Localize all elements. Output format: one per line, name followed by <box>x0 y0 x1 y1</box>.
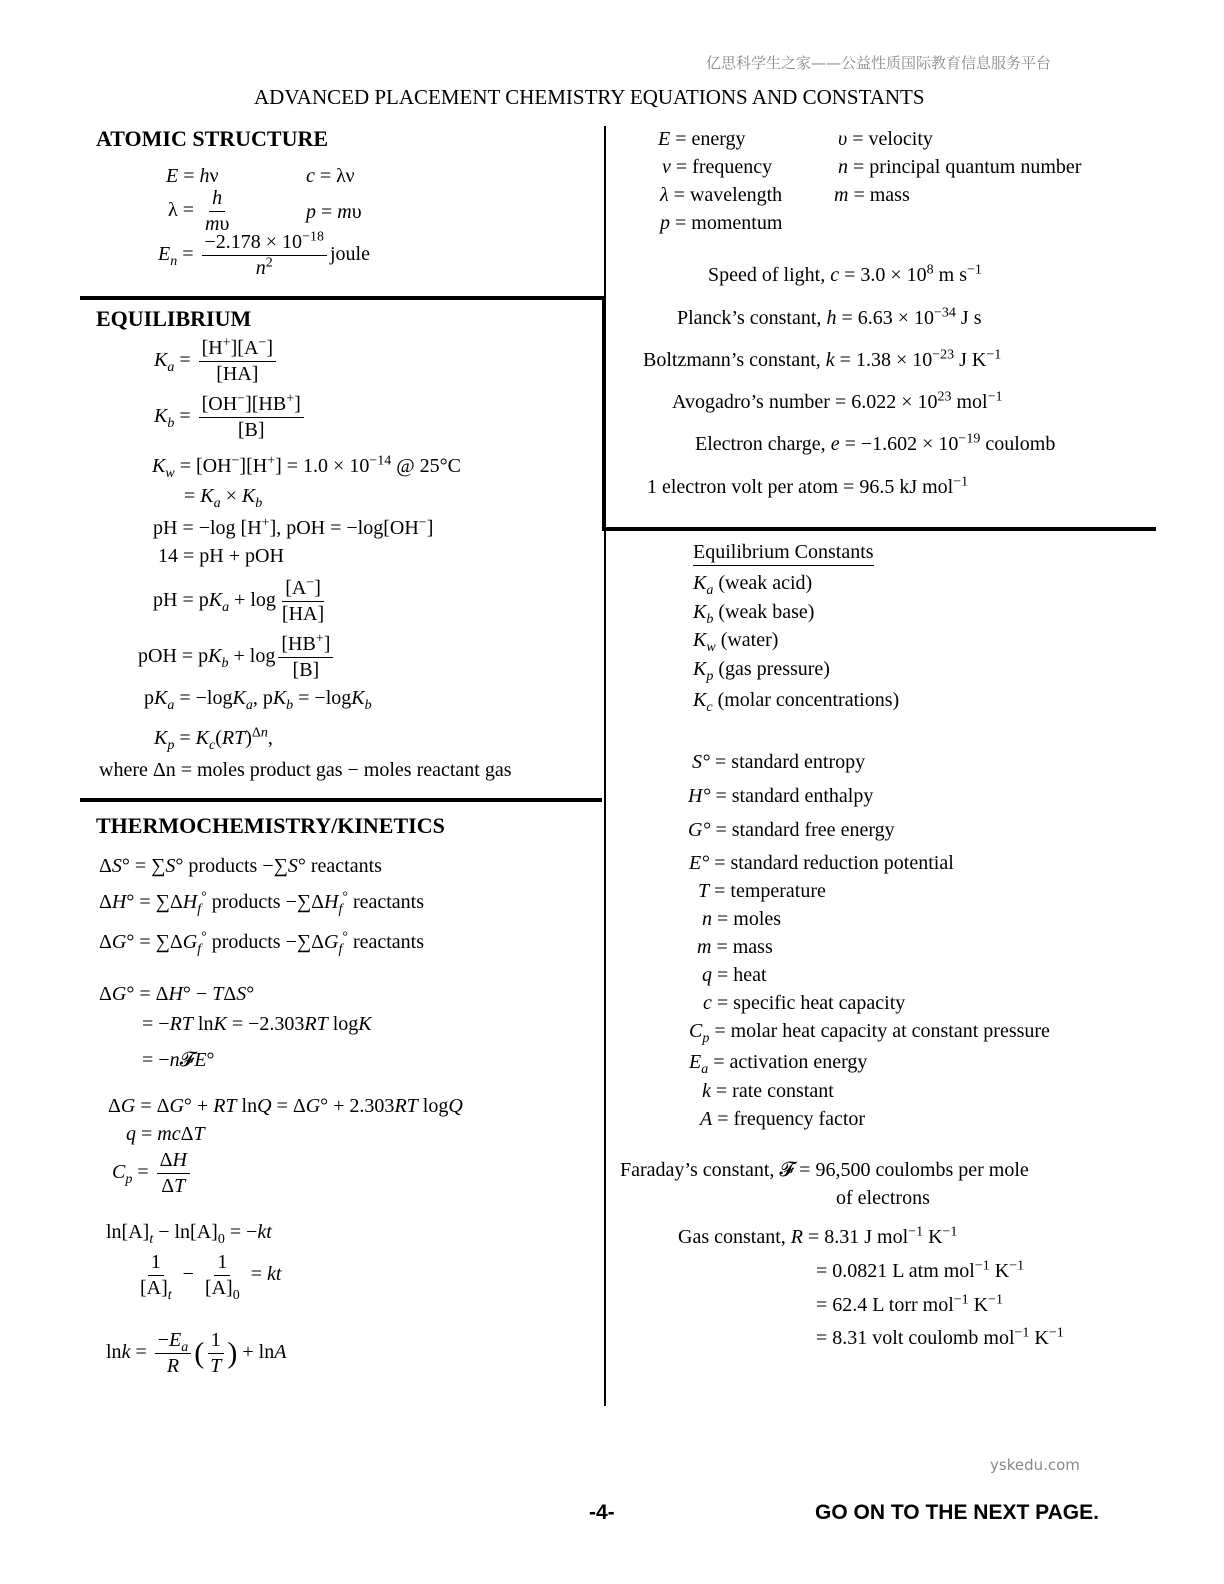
watermark-top: 亿思科学生之家——公益性质国际教育信息服务平台 <box>706 54 1052 72</box>
const-value: 6.63 × 10 <box>857 307 934 329</box>
const-sub: w <box>706 640 716 655</box>
const-unit-exp: −1 <box>987 389 1003 405</box>
const-label: Avogadro’s number <box>672 391 830 413</box>
reactants-word: reactants <box>352 931 425 953</box>
products-word: products <box>211 931 281 953</box>
gas-exp: −1 <box>1009 1258 1025 1274</box>
const-label: 1 electron volt per atom <box>647 476 839 498</box>
gas-label: Gas constant, <box>678 1226 786 1248</box>
const-label: Planck’s constant, <box>677 307 822 329</box>
gas-exp: −1 <box>908 1224 924 1240</box>
const-boltzmann: Boltzmann’s constant, $k = 1.38 \times 10^{-23}$ J $K^{-1}$ <box>643 347 1002 371</box>
const-electron-charge: Electron charge, $e = -1.602 \times 10^{-19}$ coulomb <box>695 431 1056 455</box>
const-unit-exp: −1 <box>967 262 982 278</box>
section-heading-atomic: ATOMIC STRUCTURE <box>96 126 329 151</box>
eq-debroglie: λ = $\frac{h}{m\upsilon}$ <box>168 187 230 235</box>
def-symbol: E° <box>689 852 710 874</box>
def-text: mass <box>869 184 910 206</box>
def-symbol: C <box>689 1020 703 1042</box>
thermo-def-free-energy: G° = standard free energy <box>688 819 895 841</box>
const-gas-2: = 0.0821 L atm mol$^{-1}$ $K^{-1}$ <box>816 1258 1025 1282</box>
watermark-bottom: yskedu.com <box>990 1456 1080 1474</box>
def-text: frequency factor <box>733 1108 866 1130</box>
const-exp: 8 <box>926 262 934 278</box>
const-avogadro: Avogadro’s number = $6.022 \times 10^{23}$ mol$^{-1}$ <box>672 389 1003 413</box>
def-symbol: υ <box>838 128 848 150</box>
const-gas-4: = 8.31 volt coulomb mol$^{-1}$ $K^{-1}$ <box>816 1325 1064 1349</box>
eq-const-ka: $K_a$ (weak acid) <box>693 572 813 598</box>
def-symbol: n <box>838 156 848 178</box>
def-text: activation energy <box>729 1051 868 1073</box>
const-symbol: e <box>830 433 840 455</box>
page-title: ADVANCED PLACEMENT CHEMISTRY EQUATIONS AND CONSTANTS <box>254 85 925 109</box>
def-symbol: G° <box>688 819 711 841</box>
divider-atomic <box>80 296 606 300</box>
def-text: standard free energy <box>731 819 895 841</box>
eq-lightspeed: c = λν <box>306 165 355 187</box>
eq-pka: $pK_a = -\log K_a$, $pK_b = -\log K_b$ <box>144 687 372 713</box>
faraday-label: Faraday’s constant, <box>620 1159 775 1181</box>
const-sub: p <box>706 669 714 684</box>
const-value: −1.602 × 10 <box>860 433 959 455</box>
divider-constants <box>602 527 1156 531</box>
def-energy: E = energy <box>658 128 746 150</box>
def-symbol: A <box>700 1108 713 1130</box>
def-text: standard entropy <box>731 751 866 773</box>
eq-kb: $K_b$ = $\frac{[OH^-][HB^+]}{[B]}$ <box>154 394 307 441</box>
def-velocity: υ = velocity <box>838 128 933 150</box>
def-text: frequency <box>692 156 773 178</box>
def-symbol: c <box>703 992 712 1014</box>
eq-const-kb: $K_b$ (weak base) <box>693 601 815 627</box>
def-text: moles <box>733 908 782 930</box>
gas-exp: −1 <box>942 1224 958 1240</box>
def-text: temperature <box>730 880 826 902</box>
const-value: 96.5 kJ mol <box>859 476 954 498</box>
def-momentum: p = momentum <box>660 212 783 234</box>
const-sub: c <box>706 700 713 715</box>
eq-ph: pH = −log [H+], pOH = −log[OH−] <box>153 515 434 539</box>
def-symbol: H° <box>688 785 711 807</box>
eq-cp: $C_p$ = $\frac{\Delta H}{\Delta T}$ <box>112 1150 193 1197</box>
def-symbol: m <box>834 184 849 206</box>
def-quantum-number: n = principal quantum number <box>838 156 1082 178</box>
eq-momentum: p = mυ <box>306 201 362 223</box>
const-sub: a <box>706 583 714 598</box>
const-faraday: Faraday’s constant, 𝓕 = 96,500 coulombs per mole <box>620 1159 1029 1181</box>
const-desc: (gas pressure) <box>718 658 830 680</box>
def-wavelength: λ = wavelength <box>660 184 783 206</box>
def-text: mass <box>732 936 773 958</box>
const-value: 1.38 × 10 <box>855 349 933 371</box>
def-text: standard enthalpy <box>731 785 874 807</box>
divider-equilibrium <box>80 798 602 802</box>
thermo-def-entropy: S° = standard entropy <box>692 751 866 773</box>
def-symbol: n <box>702 908 712 930</box>
eq-first-order: $\ln[A]_t - \ln[A]_0 = -kt$ <box>106 1221 272 1247</box>
divider-constants-vertical <box>602 296 606 530</box>
eq-constants-title: Equilibrium Constants <box>693 541 874 566</box>
faraday-value: 96,500 coulombs per mole <box>815 1159 1029 1181</box>
const-symbol: c <box>830 264 840 286</box>
eq-gibbs: ΔG° = ΔH° − TΔS° <box>99 983 255 1005</box>
def-text: wavelength <box>689 184 783 206</box>
def-text: heat <box>733 964 767 986</box>
eq-gibbs-formation: $\Delta G^\circ = \sum\Delta G_f^\circ$ products $-\sum\Delta G_f^\circ$ reactants <box>99 929 425 957</box>
def-text: principal quantum number <box>869 156 1082 178</box>
thermo-def-temperature: T = temperature <box>698 880 826 902</box>
thermo-def-reduction: E° = standard reduction potential <box>689 852 954 874</box>
products-word: products <box>211 891 281 913</box>
const-exp: 23 <box>937 389 952 405</box>
def-symbol: E <box>689 1051 702 1073</box>
gas-unit: K <box>994 1260 1010 1282</box>
eq-const-kc: $K_c$ (molar concentrations) <box>693 689 900 715</box>
eq-constants-heading <box>693 542 874 562</box>
const-speed-of-light: Speed of light, $c = 3.0 \times 10^8$ m $s^{-1}$ <box>708 262 982 286</box>
gas-value: 0.0821 L atm mol <box>832 1260 975 1282</box>
def-symbol: ν <box>662 156 671 178</box>
eq-heat: q = mcΔT <box>126 1123 205 1145</box>
def-mass: m = mass <box>834 184 910 206</box>
const-label: Speed of light, <box>708 264 826 286</box>
def-symbol: q <box>702 964 712 986</box>
const-value: 3.0 × 10 <box>860 264 927 286</box>
gas-exp: −1 <box>953 1292 969 1308</box>
page-number: -4- <box>589 1501 615 1524</box>
def-symbol: λ <box>660 184 669 206</box>
def-symbol: k <box>702 1080 711 1102</box>
def-frequency: ν = frequency <box>662 156 773 178</box>
joule-unit: joule <box>329 243 370 266</box>
const-unit: coulomb <box>985 433 1056 455</box>
def-text: molar heat capacity at constant pressure <box>730 1020 1050 1042</box>
def-text: standard reduction potential <box>730 852 954 874</box>
const-desc: (weak acid) <box>718 572 813 594</box>
const-desc: (weak base) <box>718 601 815 623</box>
const-gas-3: = 62.4 L torr mol$^{-1}$ $K^{-1}$ <box>816 1292 1004 1316</box>
eq-const-kp: $K_p$ (gas pressure) <box>693 658 830 684</box>
def-text: velocity <box>868 128 933 150</box>
const-unit: J K <box>959 349 987 371</box>
eq-entropy: ΔS° = ∑S° products −∑S° reactants <box>99 855 382 877</box>
eq-arrhenius: lnk = $\frac{-E_a}{R}$ ( $\frac{1}{T}$ ) + lnA <box>106 1329 287 1377</box>
gas-unit: K <box>973 1294 989 1316</box>
eq-kp-where: where Δn = moles product gas − moles reactant gas <box>99 759 512 781</box>
def-text: specific heat capacity <box>733 992 906 1014</box>
gas-unit: K <box>1034 1327 1049 1349</box>
reactants-word: reactants <box>352 891 425 913</box>
eq-kp: $K_p = K_c(RT)^{\Delta n}$, <box>154 725 273 753</box>
const-label: Boltzmann’s constant, <box>643 349 821 371</box>
eq-14: 14 = pH + pOH <box>158 545 284 567</box>
products-word: products <box>188 855 258 877</box>
eq-bohr: $E_n$ = $\frac{-2.178 \times 10^{-18}}{n^2}$ joule <box>158 229 370 279</box>
eq-const-kw: $K_w$ (water) <box>693 629 779 655</box>
gas-exp: −1 <box>1014 1325 1030 1341</box>
const-desc: (molar concentrations) <box>717 689 900 711</box>
const-unit-exp: −1 <box>986 347 1002 363</box>
gas-value: 62.4 L torr mol <box>832 1294 954 1316</box>
eq-enthalpy: $\Delta H^\circ = \sum\Delta H_f^\circ$ products $-\sum\Delta H_f^\circ$ reactants <box>99 889 425 917</box>
thermo-def-rate-constant: k = rate constant <box>702 1080 834 1102</box>
const-exp: −34 <box>934 305 956 321</box>
def-text: rate constant <box>732 1080 834 1102</box>
eq-second-order: $\frac{1}{[A]_t}$ − $\frac{1}{[A]_0}$ = kt <box>140 1251 282 1303</box>
thermo-def-molar-heat: $C_p$ = molar heat capacity at constant pressure <box>689 1020 1050 1046</box>
reactants-word: reactants <box>310 855 382 877</box>
thermo-def-activation: $E_a$ = activation energy <box>689 1051 868 1077</box>
section-heading-equilibrium: EQUILIBRIUM <box>96 306 252 331</box>
def-text: energy <box>691 128 746 150</box>
gas-exp: −1 <box>1048 1325 1064 1341</box>
gas-exp: −1 <box>988 1292 1004 1308</box>
thermo-def-enthalpy: H° = standard enthalpy <box>688 785 874 807</box>
faraday-of-electrons: of electrons <box>836 1187 930 1209</box>
const-electron-volt: 1 electron volt per atom = 96.5 kJ mol$^{-1}$ <box>647 474 969 498</box>
thermo-def-mass: m = mass <box>697 936 773 958</box>
section-heading-thermo: THERMOCHEMISTRY/KINETICS <box>96 813 445 838</box>
const-sub: b <box>706 612 714 627</box>
const-exp: −23 <box>932 347 955 363</box>
thermo-def-frequency-factor: A = frequency factor <box>700 1108 866 1130</box>
gas-value: 8.31 J mol <box>824 1226 909 1248</box>
thermo-def-heat: q = heat <box>702 964 767 986</box>
eq-hh-base: pOH = $pK_b + \log$ $\frac{[HB^+]}{[B]}$ <box>138 634 336 681</box>
def-symbol: T <box>698 880 710 902</box>
gas-value: 8.31 volt coulomb mol <box>832 1327 1015 1349</box>
const-symbol: k <box>825 349 835 371</box>
def-symbol: p <box>660 212 670 234</box>
def-text: momentum <box>691 212 783 234</box>
eq-hh-acid: pH = $pK_a + \log$ $\frac{[A^-]}{[HA]}$ <box>153 575 325 625</box>
const-unit: m s <box>938 264 968 286</box>
const-unit: J s <box>960 307 982 329</box>
def-symbol: E <box>658 128 671 150</box>
const-unit: mol <box>956 391 988 413</box>
eq-gibbs-q: ΔG = ΔG° + RT lnQ = ΔG° + 2.303RT logQ <box>108 1095 463 1117</box>
eq-kw-2: = $K_a \times K_b$ <box>184 485 263 511</box>
const-planck: Planck’s constant, $h = 6.63 \times 10^{-34}$ J s <box>677 305 982 329</box>
const-desc: (water) <box>720 629 779 651</box>
const-value: 6.022 × 10 <box>851 391 938 413</box>
next-page-note: GO ON TO THE NEXT PAGE. <box>815 1501 1099 1524</box>
gas-exp: −1 <box>974 1258 990 1274</box>
const-exp: −19 <box>958 431 981 447</box>
const-label: Electron charge, <box>695 433 826 455</box>
eq-gibbs-2: = −RT lnK = −2.303RT logK <box>142 1013 372 1035</box>
const-exp: −1 <box>953 474 969 490</box>
def-symbol: S° <box>692 751 710 773</box>
const-symbol: h <box>826 307 837 329</box>
eq-ka: $K_a$ = $\frac{[H^+][A^-]}{[HA]}$ <box>154 338 279 385</box>
def-symbol: m <box>697 936 712 958</box>
thermo-def-specific-heat: c = specific heat capacity <box>703 992 906 1014</box>
eq-gibbs-3: = −n𝓕E° <box>142 1049 215 1071</box>
thermo-def-moles: n = moles <box>702 908 782 930</box>
eq-energy: E = hν <box>166 165 219 187</box>
eq-kw: $K_w = [OH^-][H^+] = 1.0 \times 10^{-14}$ @ 25°C <box>152 453 461 481</box>
const-gas: Gas constant, R = 8.31 J mol$^{-1}$ $K^{-1}$ <box>678 1224 958 1248</box>
gas-unit: K <box>928 1226 943 1248</box>
